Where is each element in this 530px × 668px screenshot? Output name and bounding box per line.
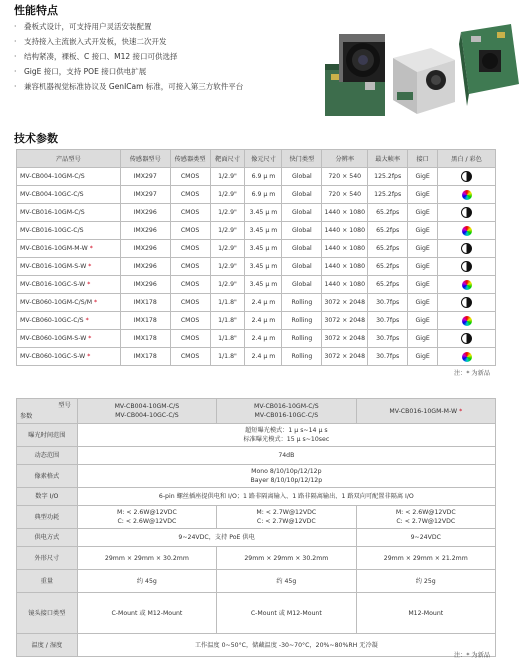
new-marker: * (94, 299, 98, 306)
fps-cell: 30.7fps (368, 312, 408, 330)
new-marker: * (87, 281, 91, 288)
monochrome-icon (461, 333, 472, 344)
pixel-cell: 2.4 μ m (245, 294, 282, 312)
feature-text: 叠板式设计，可支持用户灵活安装配置 (24, 22, 152, 31)
shutter-cell: Rolling (282, 312, 322, 330)
type-cell: CMOS (170, 348, 210, 366)
shutter-cell: Global (282, 240, 322, 258)
temp-label: 温度 / 湿度 (17, 634, 78, 657)
res-cell: 1440 × 1080 (322, 240, 368, 258)
size-cell: 1/1.8" (210, 330, 245, 348)
new-marker: * (89, 245, 93, 252)
type-cell: CMOS (170, 330, 210, 348)
shutter-cell: Rolling (282, 348, 322, 366)
color-type-cell (438, 168, 496, 186)
pixel-cell: 2.4 μ m (245, 330, 282, 348)
sensor-cell: IMX296 (120, 204, 170, 222)
weight-b: 约 45g (217, 570, 356, 593)
io-label: 数字 I/O (17, 488, 78, 506)
specs-header-cell: 分辨率 (322, 150, 368, 168)
color-type-cell (438, 312, 496, 330)
res-cell: 3072 × 2048 (322, 294, 368, 312)
model-cell (17, 348, 121, 366)
fps-cell: 30.7fps (368, 294, 408, 312)
fps-cell: 65.2fps (368, 240, 408, 258)
dimension-b: 29mm × 29mm × 30.2mm (217, 547, 356, 570)
size-cell: 1/1.8" (210, 294, 245, 312)
table-row (17, 312, 496, 330)
res-cell: 3072 × 2048 (322, 348, 368, 366)
size-cell: 1/2.9" (210, 204, 245, 222)
feature-text: 结构紧凑，裸板、C 接口、M12 接口可供选择 (24, 52, 178, 61)
color-type-cell (438, 330, 496, 348)
res-cell: 3072 × 2048 (322, 330, 368, 348)
size-cell: 1/2.9" (210, 258, 245, 276)
model-cell (17, 330, 121, 348)
specs-header-cell: 接口 (408, 150, 438, 168)
pixel-cell: 3.45 μ m (245, 204, 282, 222)
size-cell: 1/2.9" (210, 186, 245, 204)
lens-c: M12-Mount (356, 593, 495, 634)
model-name: MV-CB016-10GC-S-W (20, 281, 86, 288)
camera-board-c-mount-image (325, 34, 385, 116)
exposure-standard: 标准曝光模式：15 μ s~10sec (243, 436, 330, 443)
color-wheel-icon (462, 280, 472, 290)
model-name: MV-CB060-10GM-C/S/M (20, 299, 93, 306)
type-cell: CMOS (170, 258, 210, 276)
sensor-cell: IMX297 (120, 186, 170, 204)
pixel-cell: 3.45 μ m (245, 258, 282, 276)
iface-cell: GigE (408, 204, 438, 222)
feature-text: 支持接入主流嵌入式开发板，快速二次开发 (24, 37, 167, 46)
params-model-b (217, 399, 356, 424)
model-name: MV-CB004-10GM-C/S (20, 173, 85, 180)
dimension-c: 29mm × 29mm × 21.2mm (356, 547, 495, 570)
specs-note: 注：* 为新品 (454, 370, 490, 377)
lens-a: C-Mount 或 M12-Mount (77, 593, 216, 634)
pixel-format-label: 像素格式 (17, 465, 78, 488)
type-cell: CMOS (170, 276, 210, 294)
iface-cell: GigE (408, 222, 438, 240)
temp-value: 工作温度 0~50°C，储藏温度 -30~70°C，20%~80%RH 无冷凝 (77, 634, 495, 657)
table-row (17, 330, 496, 348)
iface-cell: GigE (408, 348, 438, 366)
fps-cell: 125.2fps (368, 168, 408, 186)
power-b-m: M: < 2.7W@12VDC (256, 509, 317, 516)
specs-table-header (17, 150, 496, 168)
params-corner-top: 型号 (58, 402, 71, 409)
table-row (17, 276, 496, 294)
bullet-icon: · (14, 82, 17, 91)
sensor-cell: IMX297 (120, 168, 170, 186)
color-type-cell (438, 204, 496, 222)
color-type-cell (438, 240, 496, 258)
params-corner-cell (17, 399, 78, 424)
new-marker: * (87, 353, 91, 360)
color-wheel-icon (462, 226, 472, 236)
power-c-c: C: < 2.7W@12VDC (396, 518, 456, 525)
size-cell: 1/1.8" (210, 348, 245, 366)
color-wheel-icon (462, 316, 472, 326)
color-type-cell (438, 186, 496, 204)
fps-cell: 65.2fps (368, 204, 408, 222)
size-cell: 1/2.9" (210, 240, 245, 258)
weight-c: 约 25g (356, 570, 495, 593)
camera-board-m12-image (459, 24, 519, 106)
model-name: MV-CB060-10GM-S-W (20, 335, 87, 342)
shutter-cell: Global (282, 276, 322, 294)
fps-cell: 30.7fps (368, 348, 408, 366)
pixel-cell: 2.4 μ m (245, 348, 282, 366)
weight-label: 重量 (17, 570, 78, 593)
type-cell: CMOS (170, 186, 210, 204)
params-table (16, 398, 496, 657)
res-cell: 720 × 540 (322, 168, 368, 186)
fps-cell: 65.2fps (368, 258, 408, 276)
params-model-a-1: MV-CB004-10GM-C/S (114, 403, 180, 410)
res-cell: 720 × 540 (322, 186, 368, 204)
type-cell: CMOS (170, 204, 210, 222)
specs-title: 技术参数 (14, 132, 58, 145)
fps-cell: 125.2fps (368, 186, 408, 204)
sensor-cell: IMX178 (120, 348, 170, 366)
model-cell (17, 294, 121, 312)
table-row (17, 204, 496, 222)
lens-label: 镜头接口类型 (17, 593, 78, 634)
monochrome-icon (461, 207, 472, 218)
shutter-cell: Global (282, 222, 322, 240)
model-cell (17, 258, 121, 276)
shutter-cell: Rolling (282, 330, 322, 348)
camera-box-image (393, 48, 455, 114)
table-row (17, 258, 496, 276)
iface-cell: GigE (408, 186, 438, 204)
features-title: 性能特点 (14, 4, 58, 17)
power-c (356, 506, 495, 529)
pixel-cell: 3.45 μ m (245, 276, 282, 294)
type-cell: CMOS (170, 240, 210, 258)
specs-header-cell: 快门类型 (282, 150, 322, 168)
params-model-a (77, 399, 216, 424)
exposure-value (77, 424, 495, 447)
bullet-icon: · (14, 37, 17, 46)
color-type-cell (438, 222, 496, 240)
iface-cell: GigE (408, 312, 438, 330)
exposure-ultra: 超短曝光模式：1 μ s~14 μ s (245, 427, 328, 434)
monochrome-icon (461, 171, 472, 182)
power-b (217, 506, 356, 529)
power-c-m: M: < 2.6W@12VDC (395, 509, 456, 516)
power-a-c: C: < 2.6W@12VDC (117, 518, 177, 525)
specs-header-cell: 最大帧率 (368, 150, 408, 168)
model-name: MV-CB016-10GM-M-W (20, 245, 88, 252)
sensor-cell: IMX296 (120, 258, 170, 276)
feature-text: GigE 接口，支持 POE 接口供电扩展 (24, 67, 147, 76)
feature-item (14, 79, 243, 94)
table-row (17, 222, 496, 240)
color-wheel-icon (462, 352, 472, 362)
iface-cell: GigE (408, 258, 438, 276)
supply-label: 供电方式 (17, 529, 78, 547)
sensor-cell: IMX296 (120, 240, 170, 258)
pixel-cell: 3.45 μ m (245, 222, 282, 240)
io-value: 6-pin 螺丝插座提供电和 I/O；1 路非隔离输入、1 路非隔离输出、1 路双向可配置非隔离 I/O (77, 488, 495, 506)
res-cell: 1440 × 1080 (322, 276, 368, 294)
model-cell (17, 222, 121, 240)
specs-header-cell: 传感器类型 (170, 150, 210, 168)
new-marker: * (88, 335, 92, 342)
type-cell: CMOS (170, 294, 210, 312)
fps-cell: 30.7fps (368, 330, 408, 348)
pixel-cell: 6.9 μ m (245, 186, 282, 204)
sensor-cell: IMX296 (120, 222, 170, 240)
specs-header-cell: 传感器型号 (120, 150, 170, 168)
shutter-cell: Rolling (282, 294, 322, 312)
feature-item (14, 34, 243, 49)
table-row (17, 186, 496, 204)
specs-header-cell: 产品型号 (17, 150, 121, 168)
dimension-label: 外形尺寸 (17, 547, 78, 570)
color-type-cell (438, 294, 496, 312)
feature-item (14, 64, 243, 79)
params-model-c-1: MV-CB016-10GM-M-W (389, 407, 458, 415)
size-cell: 1/2.9" (210, 276, 245, 294)
size-cell: 1/1.8" (210, 312, 245, 330)
model-name: MV-CB016-10GM-C/S (20, 209, 85, 216)
specs-header-cell: 像元尺寸 (245, 150, 282, 168)
power-a (77, 506, 216, 529)
model-name: MV-CB016-10GC-C/S (20, 227, 84, 234)
color-type-cell (438, 348, 496, 366)
model-cell (17, 168, 121, 186)
params-note: 注：* 为新品 (454, 652, 490, 659)
shutter-cell: Global (282, 186, 322, 204)
specs-header-cell: 靶面尺寸 (210, 150, 245, 168)
model-cell (17, 240, 121, 258)
supply-ab: 9~24VDC，支持 PoE 供电 (77, 529, 356, 547)
sensor-cell: IMX178 (120, 294, 170, 312)
bullet-icon: · (14, 52, 17, 61)
color-wheel-icon (462, 190, 472, 200)
res-cell: 1440 × 1080 (322, 204, 368, 222)
new-marker: * (88, 263, 92, 270)
params-model-c (356, 399, 495, 424)
table-row (17, 294, 496, 312)
power-b-c: C: < 2.7W@12VDC (256, 518, 316, 525)
monochrome-icon (461, 261, 472, 272)
type-cell: CMOS (170, 312, 210, 330)
params-model-a-2: MV-CB004-10GC-C/S (115, 412, 179, 419)
color-type-cell (438, 276, 496, 294)
params-model-b-2: MV-CB016-10GC-C/S (254, 412, 319, 419)
specs-header-cell: 黑白 / 彩色 (438, 150, 496, 168)
monochrome-icon (461, 297, 472, 308)
iface-cell: GigE (408, 294, 438, 312)
supply-c: 9~24VDC (356, 529, 495, 547)
feature-item (14, 49, 243, 64)
model-name: MV-CB060-10GC-S-W (20, 353, 86, 360)
iface-cell: GigE (408, 330, 438, 348)
type-cell: CMOS (170, 222, 210, 240)
color-type-cell (438, 258, 496, 276)
dimension-a: 29mm × 29mm × 30.2mm (77, 547, 216, 570)
shutter-cell: Global (282, 168, 322, 186)
model-cell (17, 312, 121, 330)
pixel-format-value (77, 465, 495, 488)
sensor-cell: IMX296 (120, 276, 170, 294)
model-cell (17, 186, 121, 204)
res-cell: 1440 × 1080 (322, 222, 368, 240)
iface-cell: GigE (408, 276, 438, 294)
iface-cell: GigE (408, 168, 438, 186)
table-row (17, 240, 496, 258)
shutter-cell: Global (282, 204, 322, 222)
params-corner-bottom: 参数 (20, 413, 33, 420)
feature-text: 兼容机器视觉标准协议及 GenICam 标准，可接入第三方软件平台 (24, 82, 244, 91)
product-photo (321, 14, 521, 122)
pixel-cell: 3.45 μ m (245, 240, 282, 258)
dynamic-label: 动态范围 (17, 447, 78, 465)
res-cell: 1440 × 1080 (322, 258, 368, 276)
weight-a: 约 45g (77, 570, 216, 593)
sensor-cell: IMX178 (120, 330, 170, 348)
table-row (17, 168, 496, 186)
exposure-label: 曝光时间范围 (17, 424, 78, 447)
model-cell (17, 204, 121, 222)
new-marker: * (85, 317, 89, 324)
monochrome-icon (461, 243, 472, 254)
table-row (17, 348, 496, 366)
model-cell (17, 276, 121, 294)
size-cell: 1/2.9" (210, 168, 245, 186)
specs-table (16, 149, 496, 366)
bullet-icon: · (14, 22, 17, 31)
model-name: MV-CB016-10GM-S-W (20, 263, 87, 270)
bullet-icon: · (14, 67, 17, 76)
model-name: MV-CB004-10GC-C/S (20, 191, 84, 198)
sensor-cell: IMX178 (120, 312, 170, 330)
power-a-m: M: < 2.6W@12VDC (116, 509, 177, 516)
new-marker: * (459, 407, 463, 415)
features-list (14, 19, 243, 94)
feature-item (14, 19, 243, 34)
model-name: MV-CB060-10GC-C/S (20, 317, 84, 324)
pixel-format-bayer: Bayer 8/10/10p/12/12p (250, 477, 323, 484)
iface-cell: GigE (408, 240, 438, 258)
lens-b: C-Mount 或 M12-Mount (217, 593, 356, 634)
res-cell: 3072 × 2048 (322, 312, 368, 330)
size-cell: 1/2.9" (210, 222, 245, 240)
params-model-b-1: MV-CB016-10GM-C/S (254, 403, 319, 410)
fps-cell: 65.2fps (368, 222, 408, 240)
type-cell: CMOS (170, 168, 210, 186)
fps-cell: 65.2fps (368, 276, 408, 294)
shutter-cell: Global (282, 258, 322, 276)
pixel-format-mono: Mono 8/10/10p/12/12p (251, 468, 322, 475)
pixel-cell: 6.9 μ m (245, 168, 282, 186)
pixel-cell: 2.4 μ m (245, 312, 282, 330)
power-label: 典型功耗 (17, 506, 78, 529)
dynamic-value: 74dB (77, 447, 495, 465)
